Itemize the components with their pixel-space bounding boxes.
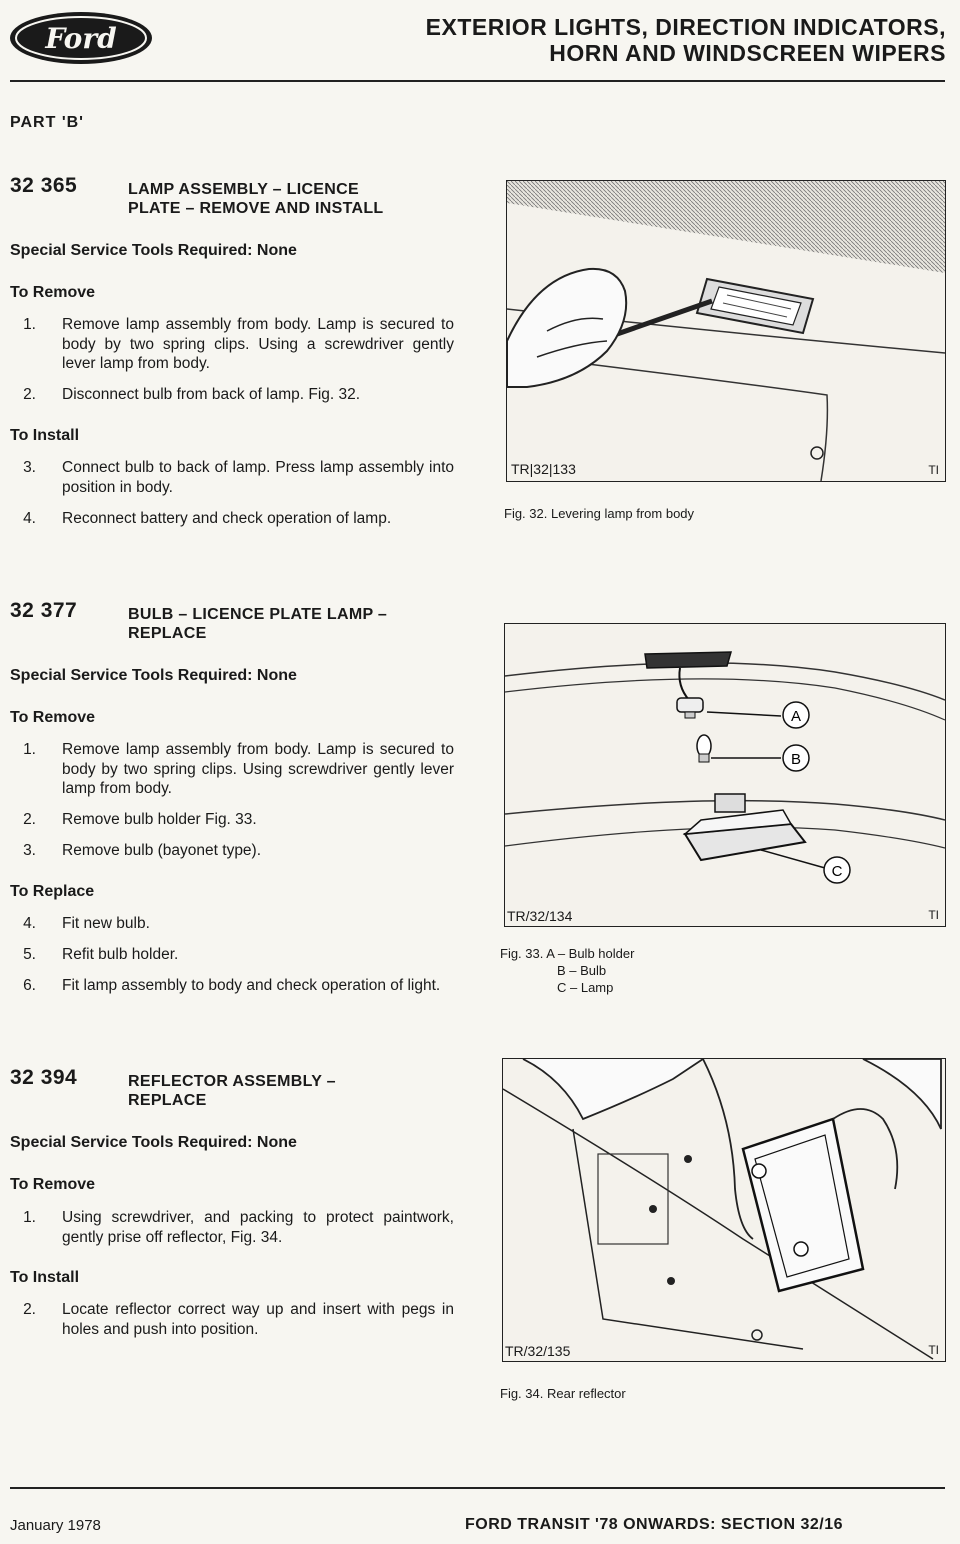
bumper-shading	[507, 181, 945, 273]
subheading: To Remove	[10, 1176, 96, 1193]
special-tools: Special Service Tools Required: None	[10, 1134, 297, 1151]
bulb-holder-shape	[677, 698, 703, 718]
step-text: Refit bulb holder.	[62, 946, 179, 963]
reflector-shape	[743, 1119, 863, 1291]
hand-left-shape	[523, 1059, 703, 1119]
step-number: 1.	[23, 1209, 36, 1226]
step-text: Disconnect bulb from back of lamp. Fig. 32.	[62, 386, 361, 403]
step-number: 4.	[23, 915, 36, 932]
footer-section: FORD TRANSIT '78 ONWARDS: SECTION 32/16	[465, 1516, 844, 1533]
step-text: Locate reflector correct way up and insert with pegs in holes and push into position.	[62, 1301, 454, 1338]
figure-mark: TI	[928, 1343, 939, 1357]
step-number: 6.	[23, 977, 36, 994]
figure-code: TR/32/135	[505, 1343, 571, 1359]
caption-line: C – Lamp	[557, 980, 614, 995]
footer-date: January 1978	[10, 1517, 101, 1534]
header-rule	[10, 80, 945, 82]
special-tools: Special Service Tools Required: None	[10, 667, 297, 684]
lamp-body-shape	[685, 794, 805, 860]
figure-code: TR|32|133	[511, 461, 576, 477]
section-title-line: REPLACE	[128, 625, 207, 642]
callout-b: B	[790, 751, 802, 768]
section-title-line: PLATE – REMOVE AND INSTALL	[128, 200, 384, 217]
figure-code: TR/32/134	[507, 908, 573, 924]
part-label: PART 'B'	[10, 114, 84, 131]
step-number: 5.	[23, 946, 36, 963]
subheading: To Remove	[10, 284, 96, 301]
section-number: 32 377	[10, 599, 78, 622]
step-number: 1.	[23, 316, 36, 333]
step-number: 2.	[23, 386, 36, 403]
lamp-opening	[645, 652, 731, 668]
figure-34-illustration	[503, 1059, 945, 1361]
figure-caption: Fig. 32. Levering lamp from body	[504, 506, 695, 521]
section-title	[128, 605, 468, 643]
step-text: Reconnect battery and check operation of lamp.	[62, 510, 392, 527]
title-line-2: HORN AND WINDSCREEN WIPERS	[549, 40, 946, 66]
section-title	[128, 180, 468, 218]
subheading: To Install	[10, 427, 80, 444]
subheading: To Install	[10, 1269, 80, 1286]
step-number: 3.	[23, 459, 36, 476]
step-text: Connect bulb to back of lamp. Press lamp assembly into position in body.	[62, 459, 454, 496]
step-number: 3.	[23, 842, 36, 859]
footer-rule	[10, 1487, 945, 1489]
callout-a: A	[790, 708, 802, 725]
figure-mark: TI	[928, 908, 939, 922]
step-number: 4.	[23, 510, 36, 527]
ford-logo	[8, 10, 154, 66]
subheading: To Replace	[10, 883, 95, 900]
step-text: Remove bulb (bayonet type).	[62, 842, 262, 859]
page-title	[426, 14, 946, 66]
step-text: Fit lamp assembly to body and check operation of light.	[62, 977, 441, 994]
figure-32-illustration	[507, 181, 945, 481]
step-number: 2.	[23, 1301, 36, 1318]
figure-mark: TI	[928, 463, 939, 477]
figure-33	[504, 623, 946, 927]
step-number: 1.	[23, 741, 36, 758]
step-text: Remove lamp assembly from body. Lamp is secured to body by two spring clips. Using screwdriver gently lever lamp from body.	[62, 741, 454, 797]
hand-right-shape	[863, 1059, 941, 1129]
section-title-line: BULB – LICENCE PLATE LAMP –	[128, 606, 388, 623]
step-number: 2.	[23, 811, 36, 828]
title-line-1: EXTERIOR LIGHTS, DIRECTION INDICATORS,	[425, 14, 946, 40]
subheading: To Remove	[10, 709, 96, 726]
step-text: Using screwdriver, and packing to protect paintwork, gently prise off reflector, Fig. 34.	[62, 1209, 454, 1246]
section-title	[128, 1072, 468, 1110]
step-text: Fit new bulb.	[62, 915, 150, 932]
hand-shape	[507, 269, 626, 387]
section-title-line: LAMP ASSEMBLY – LICENCE	[128, 181, 359, 198]
section-title-line: REFLECTOR ASSEMBLY –	[128, 1073, 336, 1090]
lamp-shape	[697, 279, 813, 333]
logo-text: Ford	[45, 22, 117, 55]
step-text: Remove bulb holder Fig. 33.	[62, 811, 257, 828]
caption-line: B – Bulb	[557, 963, 607, 978]
figure-32	[506, 180, 946, 482]
figure-34	[502, 1058, 946, 1362]
bulb-shape	[697, 735, 711, 762]
step-text: Remove lamp assembly from body. Lamp is secured to body by two spring clips. Using a screwdriver gently lever lamp from body.	[62, 316, 454, 372]
section-title-line: REPLACE	[128, 1092, 207, 1109]
section-number: 32 394	[10, 1066, 78, 1089]
special-tools: Special Service Tools Required: None	[10, 242, 297, 259]
figure-caption: Fig. 34. Rear reflector	[500, 1386, 626, 1401]
section-number: 32 365	[10, 174, 78, 197]
figure-caption	[500, 945, 634, 996]
figure-33-illustration	[505, 624, 945, 926]
caption-line: Fig. 33. A – Bulb holder	[500, 946, 635, 961]
callout-c: C	[831, 863, 843, 880]
